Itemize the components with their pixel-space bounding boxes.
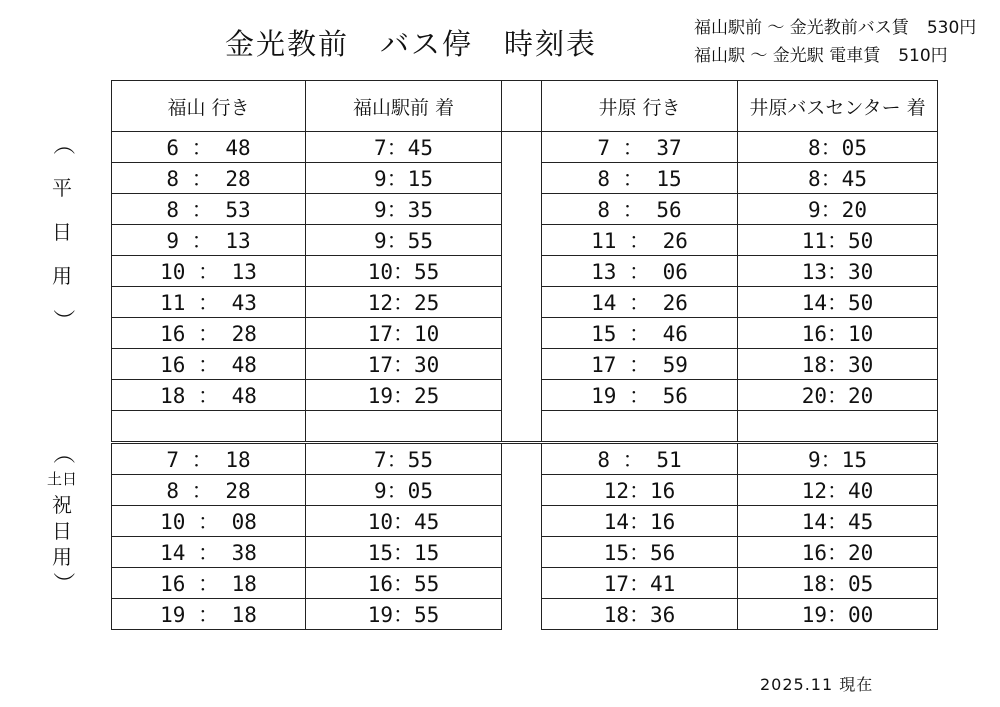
time-cell: 8 ： 51 — [542, 443, 738, 475]
time-cell: 14：45 — [738, 506, 938, 537]
weekday-row — [112, 318, 938, 349]
time-cell: 7：45 — [306, 132, 502, 163]
time-cell: 14：16 — [542, 506, 738, 537]
gap-cell — [502, 81, 542, 132]
weekday-char: 平 — [52, 176, 72, 200]
weekday-row — [112, 132, 938, 163]
header-row — [112, 81, 938, 132]
time-cell: 16：10 — [738, 318, 938, 349]
time-cell: 15：15 — [306, 537, 502, 568]
time-cell: 7：55 — [306, 443, 502, 475]
gap-cell — [502, 568, 542, 599]
weekday-row — [112, 256, 938, 287]
spacer-row — [112, 411, 938, 443]
time-cell: 8 ： 28 — [112, 163, 306, 194]
time-cell: 12：40 — [738, 475, 938, 506]
time-cell: 18：30 — [738, 349, 938, 380]
weekday-row — [112, 380, 938, 411]
time-cell: 11 ： 43 — [112, 287, 306, 318]
fare-route: 福山駅前 〜 金光教前バス賃 — [694, 18, 909, 38]
holiday-row — [112, 506, 938, 537]
page-title: 金光教前 バス停 時刻表 — [225, 27, 598, 61]
time-cell: 18：36 — [542, 599, 738, 630]
col-header-ibara-dep: 井原 行き — [542, 81, 738, 132]
fare-train — [694, 42, 976, 70]
gap-cell — [502, 318, 542, 349]
time-cell: 16 ： 18 — [112, 568, 306, 599]
time-cell: 17 ： 59 — [542, 349, 738, 380]
gap-cell — [502, 599, 542, 630]
holiday-rows — [112, 443, 938, 630]
gap-cell — [502, 287, 542, 318]
holiday-char: 祝 — [52, 493, 72, 517]
time-cell: 8：45 — [738, 163, 938, 194]
time-cell: 6 ： 48 — [112, 132, 306, 163]
col-header-ibara-arr: 井原バスセンター 着 — [738, 81, 938, 132]
time-cell: 10 ： 13 — [112, 256, 306, 287]
gap-cell — [502, 256, 542, 287]
time-cell: 16：55 — [306, 568, 502, 599]
gap-cell — [502, 349, 542, 380]
gap-cell — [502, 506, 542, 537]
time-cell: 8：05 — [738, 132, 938, 163]
time-cell: 17：30 — [306, 349, 502, 380]
paren-close: ） — [50, 308, 75, 331]
holiday-row — [112, 537, 938, 568]
time-cell: 14：50 — [738, 287, 938, 318]
holiday-char: 用 — [52, 545, 72, 569]
time-cell: 10 ： 08 — [112, 506, 306, 537]
holiday-row — [112, 599, 938, 630]
fare-price: 530円 — [926, 18, 977, 38]
as-of-date: 2025.11 現在 — [760, 675, 874, 694]
weekday-char: 日 — [52, 220, 72, 244]
time-cell: 11：50 — [738, 225, 938, 256]
time-cell: 16 ： 48 — [112, 349, 306, 380]
weekday-row — [112, 194, 938, 225]
time-cell: 13 ： 06 — [542, 256, 738, 287]
time-cell: 10：45 — [306, 506, 502, 537]
weekday-row — [112, 287, 938, 318]
time-cell: 12：25 — [306, 287, 502, 318]
time-cell: 13：30 — [738, 256, 938, 287]
time-cell: 11 ： 26 — [542, 225, 738, 256]
time-cell: 18 ： 48 — [112, 380, 306, 411]
holiday-row — [112, 568, 938, 599]
timetable — [111, 80, 938, 630]
time-cell: 8 ： 28 — [112, 475, 306, 506]
time-cell: 9：15 — [306, 163, 502, 194]
time-cell: 7 ： 37 — [542, 132, 738, 163]
weekday-rows — [112, 132, 938, 411]
time-cell: 16 ： 28 — [112, 318, 306, 349]
time-cell: 19：55 — [306, 599, 502, 630]
time-cell: 9：35 — [306, 194, 502, 225]
fare-price: 510円 — [898, 46, 948, 66]
paren-open: （ — [50, 441, 75, 464]
col-header-fukuyama-dep: 福山 行き — [112, 81, 306, 132]
gap-cell — [502, 443, 542, 475]
time-cell: 19：25 — [306, 380, 502, 411]
holiday-char: 日 — [52, 519, 72, 543]
holiday-char: 土日 — [46, 470, 77, 488]
time-cell: 14 ： 26 — [542, 287, 738, 318]
time-cell: 18：05 — [738, 568, 938, 599]
gap-cell — [502, 380, 542, 411]
time-cell: 19 ： 18 — [112, 599, 306, 630]
time-cell: 10：55 — [306, 256, 502, 287]
time-cell: 19：00 — [738, 599, 938, 630]
time-cell: 14 ： 38 — [112, 537, 306, 568]
time-cell: 8 ： 56 — [542, 194, 738, 225]
holiday-row — [112, 475, 938, 506]
time-cell: 12：16 — [542, 475, 738, 506]
holiday-label — [42, 440, 82, 596]
time-cell: 7 ： 18 — [112, 443, 306, 475]
paren-open: （ — [50, 132, 75, 155]
paren-close: ） — [50, 571, 75, 594]
gap-cell — [502, 163, 542, 194]
time-cell: 17：10 — [306, 318, 502, 349]
time-cell: 9：05 — [306, 475, 502, 506]
fare-info — [694, 14, 976, 70]
time-cell: 17：41 — [542, 568, 738, 599]
time-cell: 15：56 — [542, 537, 738, 568]
weekday-row — [112, 163, 938, 194]
time-cell: 15 ： 46 — [542, 318, 738, 349]
weekday-label — [42, 122, 82, 342]
weekday-row — [112, 349, 938, 380]
gap-cell — [502, 132, 542, 163]
holiday-row — [112, 443, 938, 475]
weekday-char: 用 — [52, 264, 72, 288]
time-cell: 9 ： 13 — [112, 225, 306, 256]
fare-route: 福山駅 〜 金光駅 電車賃 — [694, 46, 881, 66]
time-cell: 9：55 — [306, 225, 502, 256]
gap-cell — [502, 225, 542, 256]
time-cell: 16：20 — [738, 537, 938, 568]
time-cell: 8 ： 15 — [542, 163, 738, 194]
gap-cell — [502, 475, 542, 506]
time-cell: 19 ： 56 — [542, 380, 738, 411]
fare-bus — [694, 14, 976, 42]
time-cell: 20：20 — [738, 380, 938, 411]
gap-cell — [502, 194, 542, 225]
gap-cell — [502, 537, 542, 568]
time-cell: 9：20 — [738, 194, 938, 225]
weekday-row — [112, 225, 938, 256]
time-cell: 9：15 — [738, 443, 938, 475]
col-header-fukuyama-arr: 福山駅前 着 — [306, 81, 502, 132]
time-cell: 8 ： 53 — [112, 194, 306, 225]
